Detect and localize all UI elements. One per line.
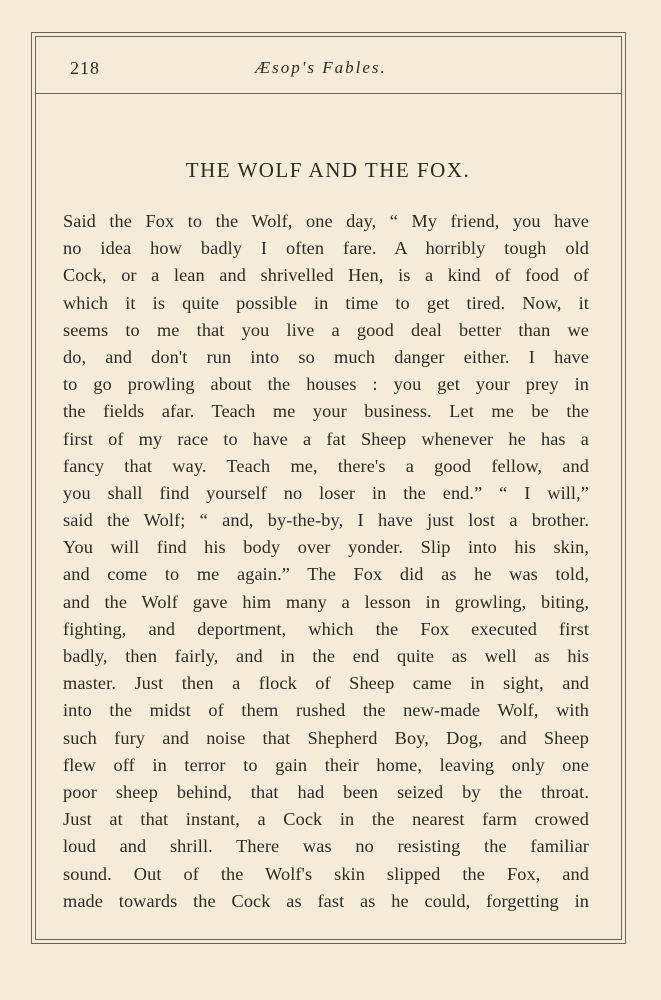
text-line: fighting, and deportment, which the Fox executed first xyxy=(63,618,589,639)
text-line: master. Just then a flock of Sheep came in sight, and xyxy=(63,673,589,694)
text-line: to go prowling about the houses : you get your prey in xyxy=(63,374,589,395)
text-line: no idea how badly I often fare. A horribly tough old xyxy=(63,238,589,259)
text-line: loud and shrill. There was no resisting the familiar xyxy=(63,836,589,857)
text-line: made towards the Cock as fast as he could, forgetting in xyxy=(63,890,589,911)
text-line: the fields afar. Teach me your business. Let me be the xyxy=(63,401,589,422)
page-number: 218 xyxy=(70,58,100,78)
fable-body xyxy=(63,208,589,915)
text-line: do, and don't run into so much danger either. I have xyxy=(63,346,589,367)
text-line: flew off in terror to gain their home, leaving only one xyxy=(63,754,589,775)
text-line: Said the Fox to the Wolf, one day, “ My friend, you have xyxy=(63,211,589,231)
header-divider xyxy=(35,93,622,94)
text-line: such fury and noise that Shepherd Boy, Dog, and Sheep xyxy=(63,727,589,748)
text-line: Just at that instant, a Cock in the nearest farm crowed xyxy=(63,809,589,830)
text-line: badly, then fairly, and in the end quite as well as his xyxy=(63,646,589,666)
running-title: Æsop's Fables. xyxy=(255,58,387,77)
text-line: and the Wolf gave him many a lesson in growling, biting, xyxy=(63,591,589,612)
fable-title: THE WOLF AND THE FOX. xyxy=(185,158,471,182)
text-line: Cock, or a lean and shrivelled Hen, is a kind of food of xyxy=(63,265,589,286)
text-line: which it is quite possible in time to get tired. Now, it xyxy=(63,292,589,313)
text-line: you shall find yourself no loser in the end.” “ I will,” xyxy=(63,482,589,503)
text-line: sound. Out of the Wolf's skin slipped the Fox, and xyxy=(63,863,589,884)
text-line: and come to me again.” The Fox did as he was told, xyxy=(63,564,589,585)
text-line: You will find his body over yonder. Slip into his skin, xyxy=(63,537,589,558)
text-line: first of my race to have a fat Sheep whenever he has a xyxy=(63,428,589,449)
text-line: poor sheep behind, that had been seized by the throat. xyxy=(63,781,589,802)
text-line: into the midst of them rushed the new-made Wolf, with xyxy=(63,700,589,721)
text-line: seems to me that you live a good deal better than we xyxy=(63,319,589,340)
text-line: fancy that way. Teach me, there's a good fellow, and xyxy=(63,455,589,476)
text-line: said the Wolf; “ and, by-the-by, I have just lost a brother. xyxy=(63,510,589,531)
